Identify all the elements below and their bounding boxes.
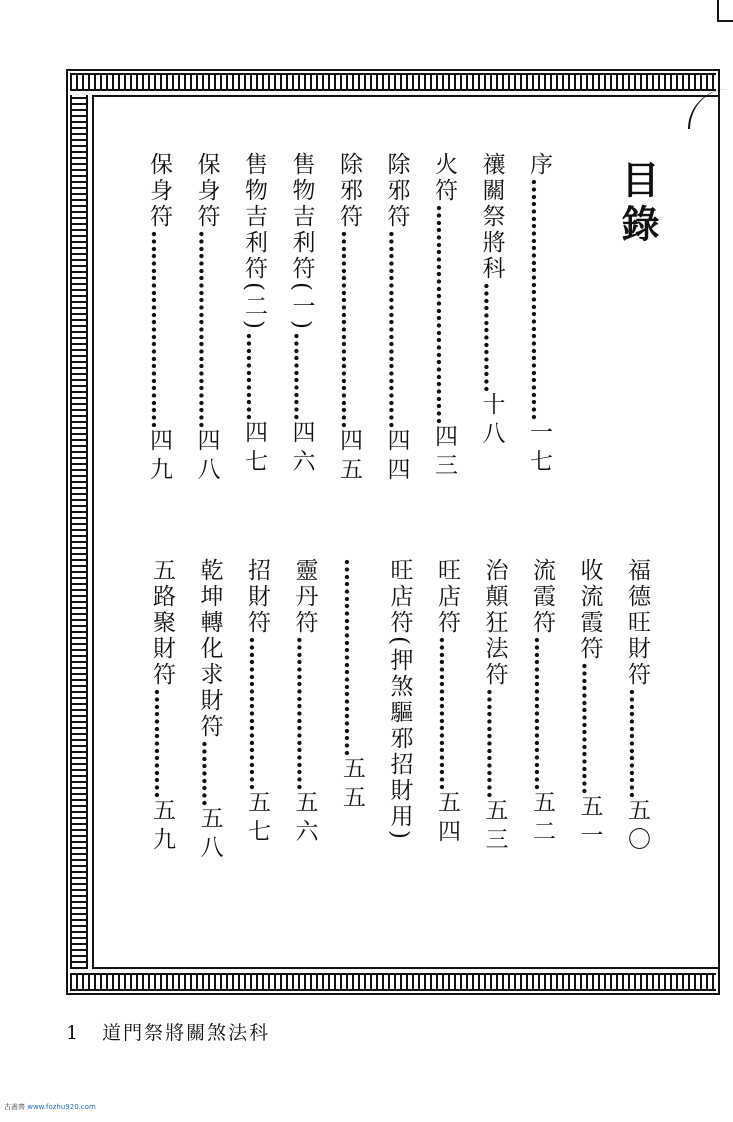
leader-dots: ………………… — [434, 636, 461, 790]
top_section-entry — [242, 152, 266, 478]
bottom_section-entry — [530, 558, 554, 848]
entry-label: 售物吉利符(一) — [288, 152, 315, 332]
leader-dots: ……………… — [576, 662, 604, 794]
entry-page: 四四 — [383, 428, 410, 486]
fret-pattern-bottom — [70, 973, 716, 991]
leader-dots: ………… — [288, 331, 316, 420]
entry-page: 五四 — [434, 790, 460, 848]
entry-label: 流霞符 — [529, 558, 555, 636]
bottom_section-entry — [625, 558, 649, 856]
leader-dots: ………………… — [529, 636, 556, 790]
entry-label: 收流霞符 — [576, 558, 603, 662]
leader-dots: ……………………… — [146, 230, 173, 428]
bottom_section-entry — [198, 558, 222, 864]
entry-label: 旺店符(押煞驅邪招財用) — [386, 558, 413, 842]
entry-page: 五八 — [196, 806, 223, 864]
entry-page: 一七 — [526, 420, 552, 478]
leader-dots: …………… — [481, 688, 509, 798]
entry-label: 序 — [526, 152, 552, 178]
top_section-entry — [195, 152, 219, 486]
entry-page: 五六 — [291, 790, 318, 848]
entry-page: 五一 — [576, 794, 603, 852]
entry-label: 售物吉利符(二) — [241, 152, 267, 332]
leader-dots: ………………… — [291, 636, 319, 790]
entry-page: 四七 — [241, 419, 267, 478]
entry-page: 四六 — [288, 419, 315, 478]
page-footer — [66, 1018, 270, 1045]
entry-page: 五九 — [149, 798, 175, 856]
entry-page: 五二 — [529, 790, 555, 848]
watermark-site: 古善齊 — [4, 1103, 25, 1111]
watermark — [4, 1102, 96, 1112]
leader-dots: ………………… — [244, 636, 271, 790]
top_section-entry — [527, 152, 551, 478]
entry-label: 保身符 — [193, 152, 220, 230]
bottom_section-entry — [388, 558, 411, 842]
entry-label: 除邪符 — [383, 152, 410, 230]
page-curl — [688, 89, 730, 129]
entry-label: 旺店符 — [434, 558, 460, 636]
entry-label: 乾坤轉化求財符 — [196, 558, 223, 740]
bottom_section-entry — [435, 558, 459, 848]
top_section-entry — [432, 152, 456, 482]
leader-dots: ………………………… — [431, 204, 458, 424]
entry-page: 十八 — [478, 392, 505, 450]
bottom_section-entry — [245, 558, 269, 848]
bottom_section-entry — [578, 558, 602, 852]
entry-label: 保身符 — [146, 152, 172, 230]
entry-label: 禳關祭將科 — [478, 152, 505, 282]
bottom_section-entry — [293, 558, 317, 848]
entry-label: 除邪符 — [336, 152, 362, 230]
entry-label: 火符 — [431, 152, 457, 204]
entry-label: 五路聚財符 — [149, 558, 175, 688]
entry-label: 招財符 — [244, 558, 270, 636]
leader-dots: …………… — [624, 688, 651, 798]
leader-dots: ……………………… — [339, 558, 366, 756]
top_section-entry — [290, 152, 314, 478]
fret-pattern-top — [70, 73, 716, 91]
watermark-url: www.fozhu920.com — [27, 1103, 96, 1111]
leader-dots: ……………………… — [193, 230, 221, 428]
leader-dots: …………… — [149, 688, 176, 798]
page-number: 1 — [66, 1022, 81, 1044]
top_section-entry — [337, 152, 361, 486]
entry-page: 五三 — [481, 798, 508, 856]
running-book-title: 道門祭將關煞法科 — [102, 1022, 271, 1044]
entry-label: 福德旺財符 — [624, 558, 650, 688]
bottom_section-entry — [483, 558, 507, 856]
entry-label: 靈丹符 — [291, 558, 318, 636]
entry-page: 四三 — [431, 424, 457, 482]
page-edge-mark — [717, 0, 733, 22]
entry-page: 四八 — [193, 428, 220, 486]
fret-pattern-left — [70, 95, 88, 969]
entry-page: 五五 — [339, 756, 365, 814]
leader-dots: ……………………… — [383, 230, 411, 428]
top_section-entry — [480, 152, 504, 450]
bottom_section-entry — [150, 558, 174, 856]
entry-label: 治顛狂法符 — [481, 558, 508, 688]
entry-page: 四九 — [146, 428, 172, 486]
bottom_section-entry — [340, 558, 364, 814]
leader-dots: ……………………… — [336, 230, 363, 428]
leader-dots: ……… — [196, 740, 224, 806]
top_section-entry — [385, 152, 409, 486]
leader-dots: …………… — [478, 282, 506, 392]
top_section-entry — [147, 152, 171, 486]
entry-page: 四五 — [336, 428, 362, 486]
entry-page: 五〇 — [624, 798, 650, 856]
toc-title: 目錄 — [615, 160, 660, 248]
leader-dots: …………………………… — [526, 178, 553, 420]
leader-dots: ………… — [241, 331, 268, 420]
entry-page: 五七 — [244, 790, 270, 848]
